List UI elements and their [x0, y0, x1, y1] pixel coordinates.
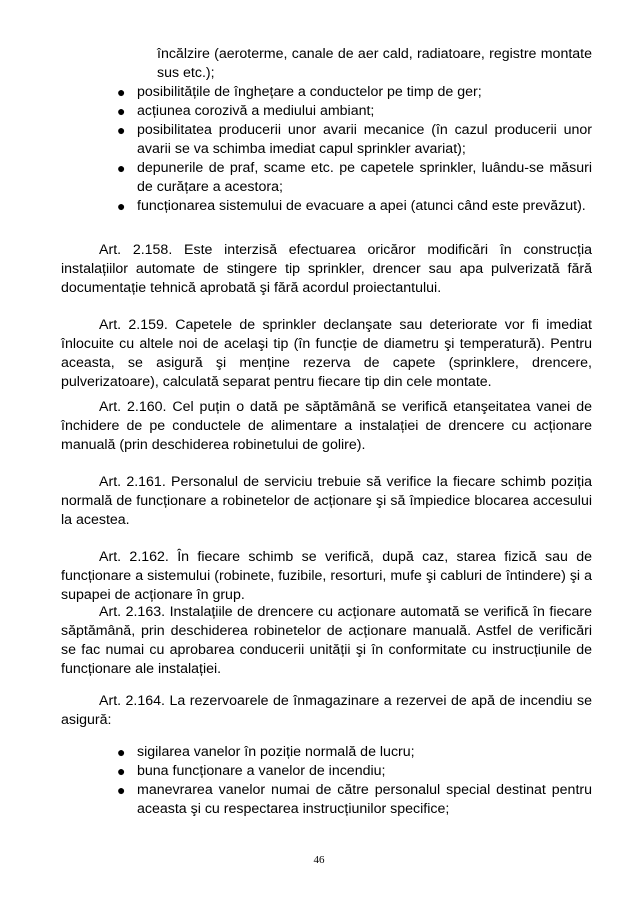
- article-paragraph: [61, 398, 592, 455]
- page-number: 46: [313, 854, 325, 866]
- article-paragraph: [61, 548, 592, 605]
- list-item: [117, 781, 592, 819]
- article-text: Art. 2.162. În fiecare schimb se verifică, după caz, starea fizică sau de funcționare a sistemului (robinete, fuzibile, resorturi, mufe şi cabluri de întindere) şi a supapei de acționare în grup.: [61, 549, 592, 603]
- article-paragraph: [61, 241, 592, 298]
- list-item-text: posibilitățile de înghețare a conductelor pe timp de ger;: [137, 84, 482, 100]
- bullet-icon: ●: [117, 122, 126, 138]
- bullet-icon: ●: [117, 763, 126, 779]
- list-item: [117, 121, 592, 159]
- article-paragraph: [61, 473, 592, 530]
- article-paragraph: [61, 692, 592, 730]
- list-item-text: acțiunea corozivă a mediului ambiant;: [137, 103, 375, 119]
- list-item-text: depunerile de praf, scame etc. pe capetele sprinkler, luându-se măsuri de curățare a acestora;: [137, 160, 592, 195]
- list-item-text: posibilitatea producerii unor avarii mecanice (în cazul producerii unor avarii se va schimba imediat capul sprinkler avariat);: [137, 122, 592, 157]
- list-item: [117, 159, 592, 197]
- bullet-icon: ●: [117, 744, 126, 760]
- list-item: [117, 102, 592, 121]
- article-text: Art. 2.161. Personalul de serviciu trebuie să verifice la fiecare schimb poziția normală de funcționare a robinetelor de acționare şi să împiedice blocarea accesului la acestea.: [61, 474, 592, 528]
- list-item-text: funcționarea sistemului de evacuare a apei (atunci când este prevăzut).: [137, 198, 586, 214]
- article-text: Art. 2.164. La rezervoarele de înmagazinare a rezervei de apă de incendiu se asigură:: [61, 693, 592, 728]
- list-item-text: sigilarea vanelor în poziție normală de lucru;: [137, 744, 415, 760]
- article-text: Art. 2.158. Este interzisă efectuarea oricăror modificări în construcția instalațiilor automate de stingere tip sprinkler, drencer sau apa pulverizată fără documentație tehnică aprobată şi fără acordul proiectantului.: [61, 242, 592, 296]
- list-item: [117, 762, 592, 781]
- article-text: Art. 2.163. Instalațiile de drencere cu acționare automată se verifică în fiecare săptămână, prin deschiderea robinetelor de acționare manuală. Astfel de verificări se fac numai cu aprobarea conducerii unității şi în conformitate cu instrucțiunile de funcționare ale instalației.: [61, 604, 592, 677]
- article-paragraph: [61, 603, 592, 679]
- list-item-text: manevrarea vanelor numai de către personalul special destinat pentru aceasta şi cu respectarea instrucțiunilor specifice;: [137, 782, 592, 817]
- list-item-text: buna funcționare a vanelor de incendiu;: [137, 763, 386, 779]
- list-item: [117, 83, 592, 102]
- list-item-continuation: încălzire (aeroterme, canale de aer cald, radiatoare, registre montate sus etc.);: [157, 46, 592, 81]
- list-item: [117, 743, 592, 762]
- bullet-icon: ●: [117, 84, 126, 100]
- bullet-icon: ●: [117, 160, 126, 176]
- bullet-icon: ●: [117, 782, 126, 798]
- article-text: Art. 2.159. Capetele de sprinkler declanşate sau deteriorate vor fi imediat înlocuite cu altele noi de acelaşi tip (în funcție de diametru şi temperatură). Pentru aceasta, se asigură şi menține rezerva de capete (sprinklere, drencere, pulverizatoare), calculată separat pentru fiecare tip din cele montate.: [61, 317, 592, 390]
- article-text: Art. 2.160. Cel puțin o dată pe săptămână se verifică etanşeitatea vanei de închidere de pe conductele de alimentare a instalației de drencere cu acționare manuală (prin deschiderea robinetului de golire).: [61, 399, 592, 453]
- list-item: [117, 197, 592, 216]
- bullet-icon: ●: [117, 103, 126, 119]
- bullet-icon: ●: [117, 198, 126, 214]
- article-paragraph: [61, 316, 592, 392]
